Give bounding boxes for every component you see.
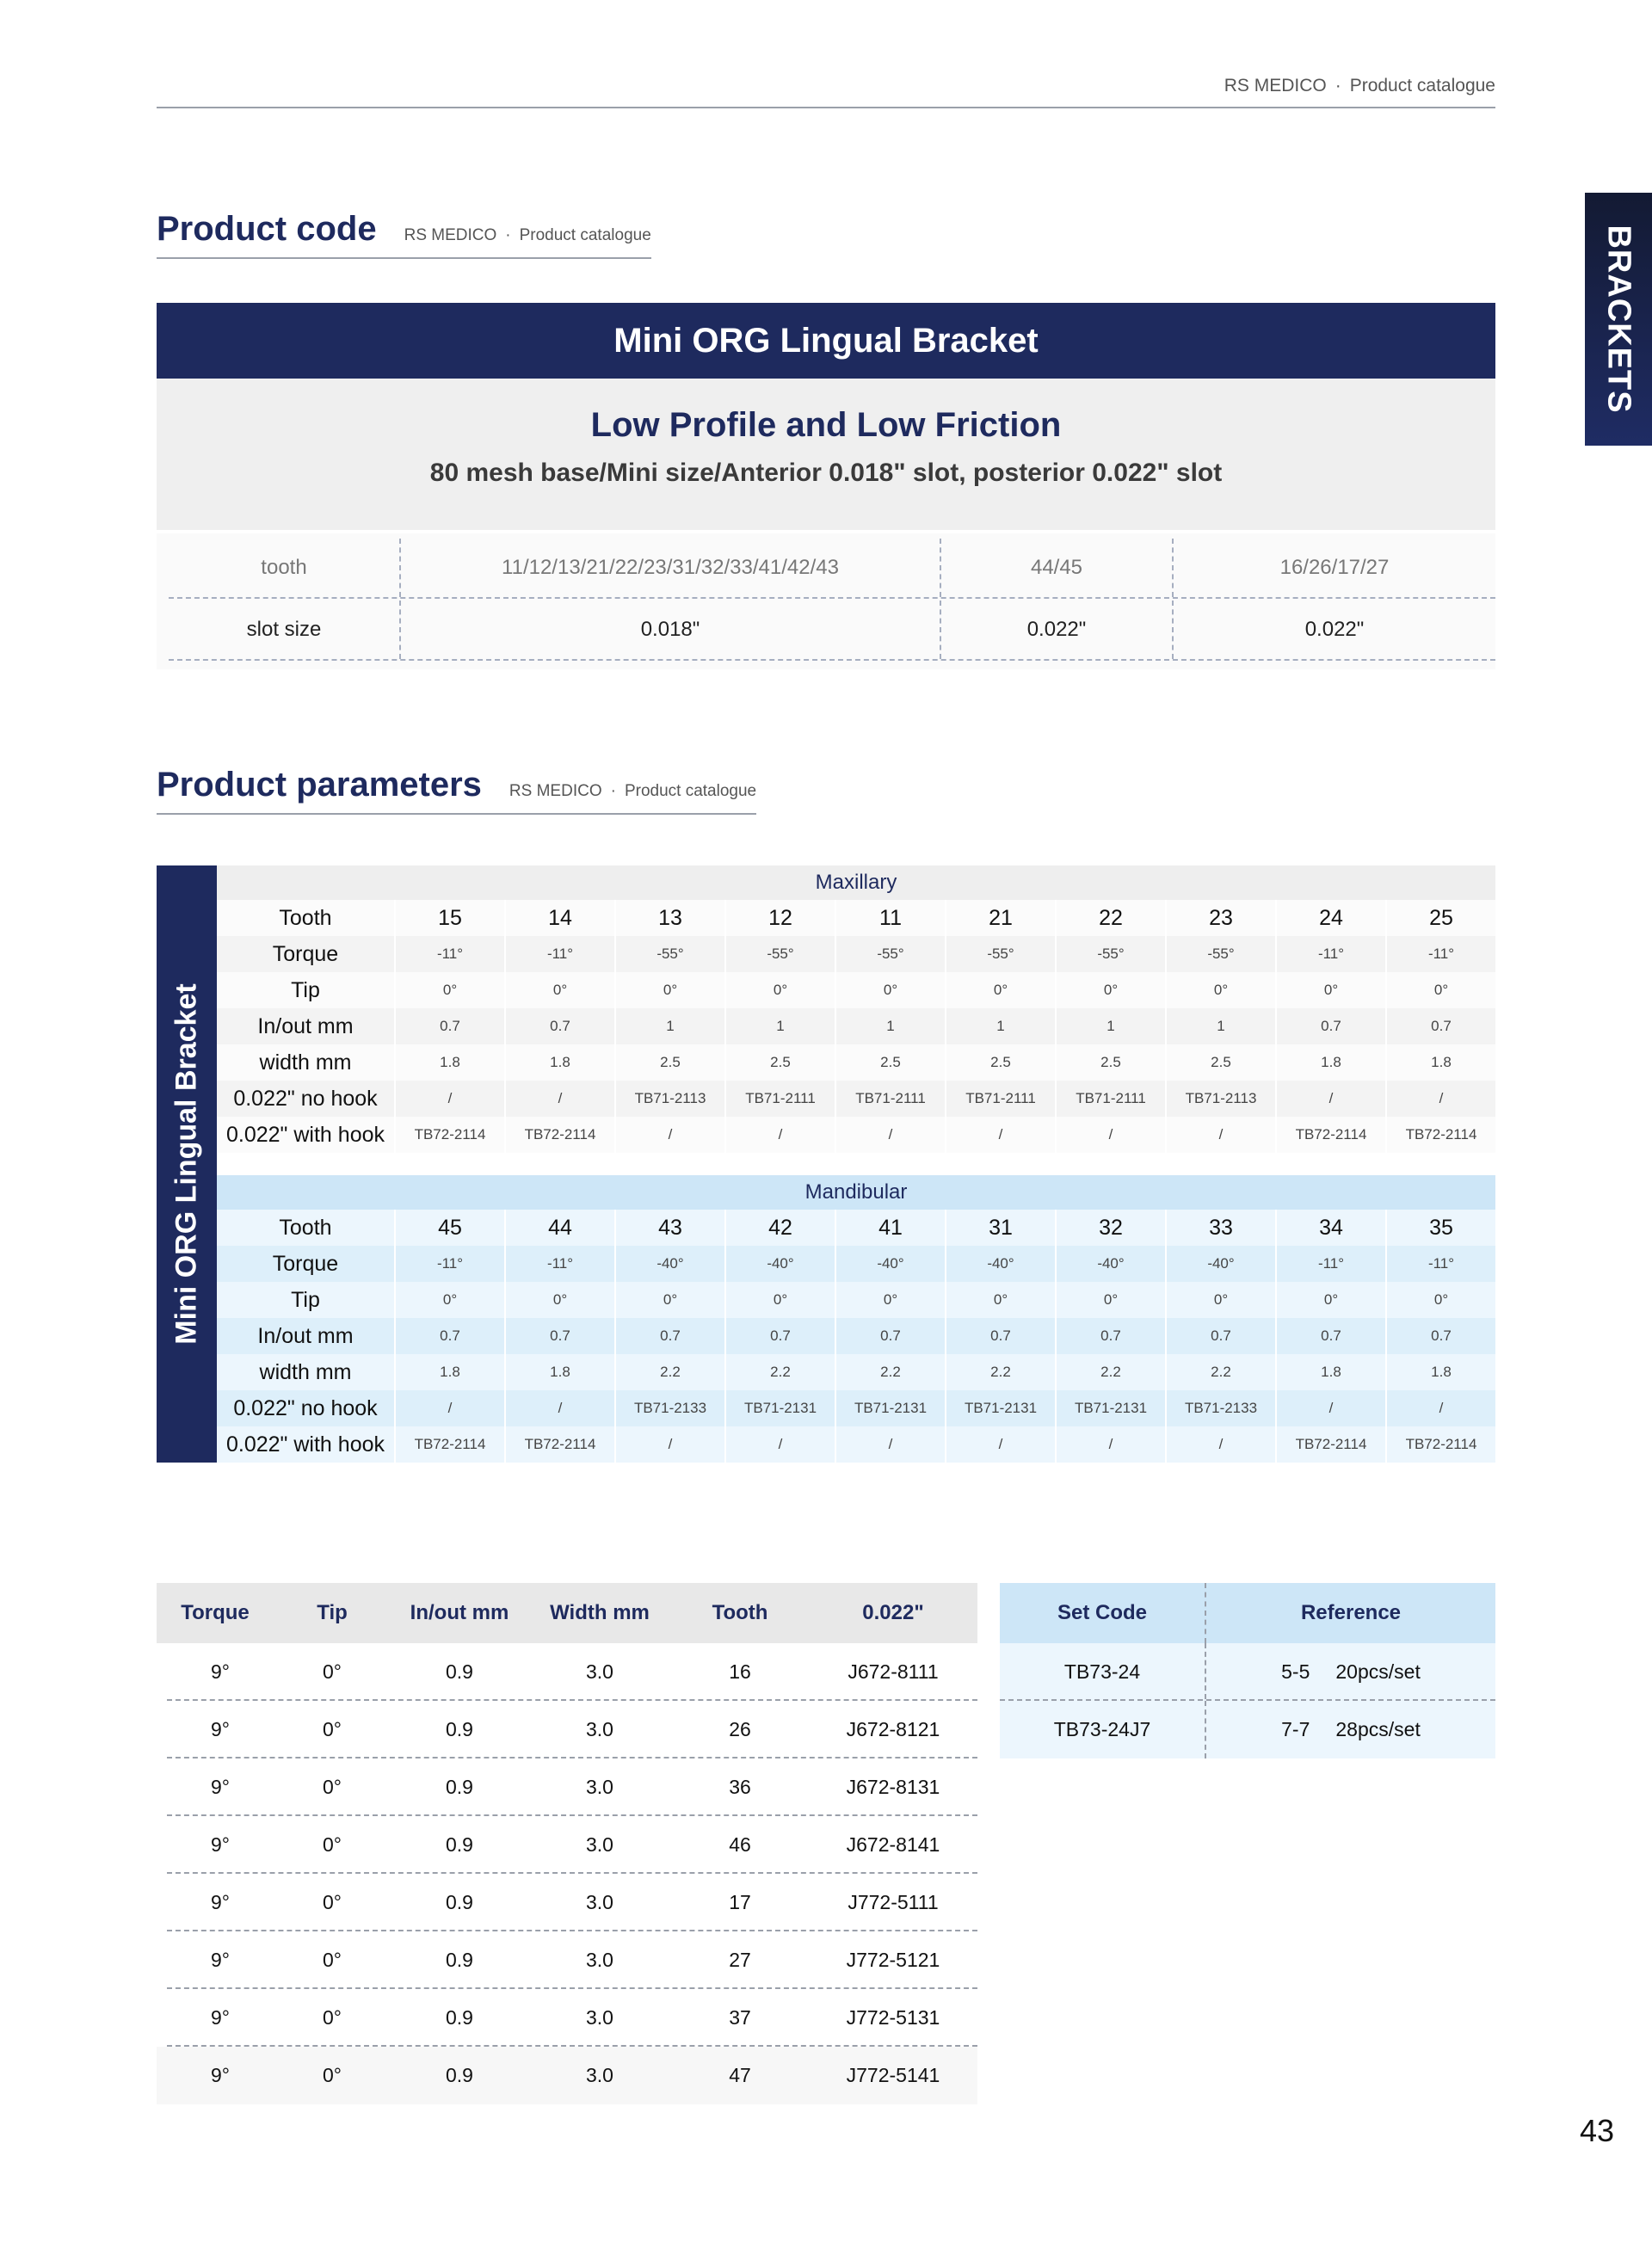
parameter-cell: -55° — [614, 936, 724, 972]
parameter-cell: 0.7 — [945, 1318, 1055, 1354]
parameter-row-label: 0.022" no hook — [233, 1087, 378, 1111]
parameter-cell: 42 — [724, 1210, 835, 1246]
parameter-cell: / — [394, 1081, 504, 1117]
parameter-row-label: width mm — [259, 1050, 352, 1075]
table-cell: 0.9 — [446, 1833, 473, 1856]
parameter-row — [217, 936, 1495, 972]
parameter-cell: / — [1165, 1426, 1275, 1463]
parameter-cell: TB71-2113 — [614, 1081, 724, 1117]
parameter-cell: -11° — [394, 1246, 504, 1282]
parameter-cell: 44 — [504, 1210, 614, 1246]
product-parameters-heading — [157, 766, 756, 815]
product-code-sub-brand: RS MEDICO — [404, 226, 497, 244]
parameter-cell: TB72-2114 — [1275, 1426, 1385, 1463]
parameter-cell: 0° — [1275, 1282, 1385, 1318]
bracket-spec-table — [157, 1583, 977, 2104]
table-cell: 0° — [323, 2064, 342, 2086]
parameter-cell: -11° — [394, 936, 504, 972]
slot-table-cell: 44/45 — [940, 539, 1172, 597]
side-section-tab — [1585, 193, 1652, 446]
parameter-cell: / — [614, 1426, 724, 1463]
set-quantity: 20pcs/set — [1335, 1660, 1421, 1683]
parameter-cell: / — [1385, 1081, 1495, 1117]
slot-table-cell: slot size — [246, 618, 322, 641]
maxillary-table — [217, 865, 1495, 1153]
parameter-cell: / — [504, 1081, 614, 1117]
parameter-row — [217, 1210, 1495, 1246]
set-code-value: TB73-24J7 — [1000, 1701, 1206, 1758]
slot-table-row — [169, 601, 1495, 661]
table-row — [167, 1643, 977, 1701]
table-cell: 0.9 — [446, 1949, 473, 1971]
parameter-cell: 1 — [1165, 1008, 1275, 1044]
table-cell: 16 — [729, 1660, 751, 1683]
set-range: 7-7 — [1281, 1718, 1310, 1740]
parameter-cell: TB71-2111 — [1055, 1081, 1165, 1117]
table-cell: 0° — [323, 1891, 342, 1913]
table-cell: 9° — [211, 2064, 230, 2086]
parameter-cell: 1.8 — [504, 1044, 614, 1081]
set-code-row — [1000, 1643, 1495, 1701]
parameter-cell: TB71-2111 — [724, 1081, 835, 1117]
table-cell: 3.0 — [586, 1833, 613, 1856]
table-cell: 9° — [211, 1833, 230, 1856]
parameter-cell: -55° — [835, 936, 945, 972]
parameter-cell: 24 — [1275, 900, 1385, 936]
parameter-cell: 1.8 — [1275, 1354, 1385, 1390]
product-code-heading — [157, 210, 651, 259]
page-header: RS MEDICO · Product catalogue — [157, 76, 1495, 108]
parameter-cell: 1 — [1055, 1008, 1165, 1044]
parameter-cell: 0° — [394, 972, 504, 1008]
parameter-row-label: Torque — [272, 1252, 339, 1276]
parameter-row-label: Tip — [291, 1288, 320, 1312]
header-tip: Tip — [317, 1601, 348, 1624]
maxillary-band: Maxillary — [217, 865, 1495, 900]
parameters-side-label: Mini ORG Lingual Bracket — [170, 983, 203, 1345]
parameter-row — [217, 1117, 1495, 1153]
parameter-cell: / — [1275, 1390, 1385, 1426]
parameter-row-label: In/out mm — [257, 1014, 354, 1038]
bracket-spec-header — [157, 1583, 977, 1643]
set-reference-value — [1206, 1643, 1495, 1699]
parameter-cell: 45 — [394, 1210, 504, 1246]
parameter-cell: / — [1055, 1117, 1165, 1153]
parameter-cell: 0° — [1165, 972, 1275, 1008]
parameter-cell: 0° — [835, 972, 945, 1008]
parameter-cell: 1 — [835, 1008, 945, 1044]
set-range: 5-5 — [1281, 1660, 1310, 1683]
parameter-cell: -11° — [504, 1246, 614, 1282]
parameter-cell: 0.7 — [394, 1318, 504, 1354]
parameter-cell: 0.7 — [394, 1008, 504, 1044]
parameter-cell: TB71-2133 — [614, 1390, 724, 1426]
parameter-cell: -40° — [1055, 1246, 1165, 1282]
parameter-cell: 0° — [394, 1282, 504, 1318]
parameter-cell: 14 — [504, 900, 614, 936]
table-cell: 0.9 — [446, 1776, 473, 1798]
parameter-cell: TB71-2131 — [835, 1390, 945, 1426]
parameter-row — [217, 1081, 1495, 1117]
parameter-cell: 32 — [1055, 1210, 1165, 1246]
parameters-side-label-bar — [157, 865, 217, 1463]
parameter-cell: 0° — [724, 1282, 835, 1318]
parameter-cell: / — [835, 1426, 945, 1463]
parameter-cell: 2.2 — [1165, 1354, 1275, 1390]
product-code-title: Product code — [157, 210, 377, 248]
table-cell: 17 — [729, 1891, 751, 1913]
table-cell: 3.0 — [586, 1718, 613, 1740]
parameter-row-label: Tooth — [279, 1216, 332, 1240]
header-brand: RS MEDICO — [1224, 76, 1327, 95]
slot-table-cell: 16/26/17/27 — [1172, 539, 1495, 597]
product-subline: 80 mesh base/Mini size/Anterior 0.018" slot, posterior 0.022" slot — [429, 459, 1223, 487]
parameter-cell: 0° — [945, 972, 1055, 1008]
parameter-cell: 1.8 — [1385, 1044, 1495, 1081]
table-cell: 9° — [211, 1776, 230, 1798]
parameter-cell: 2.2 — [724, 1354, 835, 1390]
slot-table-row — [169, 539, 1495, 599]
parameter-cell: / — [394, 1390, 504, 1426]
header-inout: In/out mm — [410, 1601, 509, 1624]
table-cell: 3.0 — [586, 1949, 613, 1971]
table-cell: 0° — [323, 1776, 342, 1798]
header-catalogue: Product catalogue — [1349, 76, 1495, 95]
parameter-cell: 1 — [945, 1008, 1055, 1044]
parameter-cell: 35 — [1385, 1210, 1495, 1246]
table-cell: 0° — [323, 1949, 342, 1971]
parameter-cell: -40° — [945, 1246, 1055, 1282]
slot-table-cell: tooth — [261, 556, 307, 579]
parameter-cell: TB71-2131 — [1055, 1390, 1165, 1426]
table-cell: 0.9 — [446, 1891, 473, 1913]
table-cell: J772-5141 — [846, 2064, 940, 2086]
set-code-value: TB73-24 — [1000, 1643, 1206, 1699]
table-cell: 9° — [211, 1718, 230, 1740]
parameter-cell: 22 — [1055, 900, 1165, 936]
parameter-cell: 0.7 — [1055, 1318, 1165, 1354]
parameter-cell: 2.5 — [945, 1044, 1055, 1081]
parameter-row-label: Tip — [291, 978, 320, 1002]
parameter-row-label: 0.022" with hook — [226, 1432, 385, 1457]
parameter-cell: / — [1055, 1426, 1165, 1463]
parameter-cell: / — [1385, 1390, 1495, 1426]
table-cell: 36 — [729, 1776, 751, 1798]
parameter-cell: 0° — [1275, 972, 1385, 1008]
table-cell: 0° — [323, 1833, 342, 1856]
parameter-cell: 23 — [1165, 900, 1275, 936]
slot-table-cell: 0.018" — [399, 601, 940, 659]
page-number: 43 — [1580, 2113, 1615, 2148]
parameter-cell: / — [945, 1426, 1055, 1463]
table-cell: 27 — [729, 1949, 751, 1971]
parameter-cell: 2.5 — [1055, 1044, 1165, 1081]
product-highlight-box — [157, 379, 1495, 530]
parameter-cell: 0° — [1385, 1282, 1495, 1318]
parameter-cell: 2.2 — [614, 1354, 724, 1390]
table-cell: 26 — [729, 1718, 751, 1740]
table-cell: 3.0 — [586, 1776, 613, 1798]
parameter-row — [217, 1282, 1495, 1318]
parameter-cell: -55° — [945, 936, 1055, 972]
parameter-cell: 0° — [504, 972, 614, 1008]
parameter-row — [217, 1246, 1495, 1282]
product-code-subtitle: RS MEDICO · Product catalogue — [404, 226, 651, 244]
parameter-cell: TB71-2131 — [945, 1390, 1055, 1426]
product-code-sub-catalogue: Product catalogue — [519, 226, 651, 244]
header-reference: Reference — [1300, 1601, 1402, 1624]
table-cell: 3.0 — [586, 2064, 613, 2086]
table-cell: J672-8141 — [846, 1833, 940, 1856]
table-cell: J672-8111 — [848, 1660, 939, 1683]
set-quantity: 28pcs/set — [1335, 1718, 1421, 1740]
parameter-cell: TB72-2114 — [504, 1117, 614, 1153]
parameter-cell: 31 — [945, 1210, 1055, 1246]
parameter-cell: 0° — [945, 1282, 1055, 1318]
table-cell: 3.0 — [586, 2006, 613, 2029]
parameter-cell: 2.5 — [614, 1044, 724, 1081]
parameter-cell: 1.8 — [504, 1354, 614, 1390]
parameter-cell: 2.2 — [1055, 1354, 1165, 1390]
set-code-row — [1000, 1701, 1495, 1758]
parameter-cell: TB72-2114 — [1385, 1426, 1495, 1463]
parameter-cell: 21 — [945, 900, 1055, 936]
parameter-cell: 0° — [1385, 972, 1495, 1008]
set-code-header — [1000, 1583, 1495, 1643]
table-cell: 0.9 — [446, 2006, 473, 2029]
parameter-cell: 0° — [1055, 972, 1165, 1008]
table-cell: 0.9 — [446, 1718, 473, 1740]
parameter-cell: 0° — [724, 972, 835, 1008]
table-cell: 47 — [729, 2064, 751, 2086]
parameter-cell: 0.7 — [504, 1008, 614, 1044]
product-parameters-sub-catalogue: Product catalogue — [624, 782, 757, 800]
parameter-cell: -40° — [835, 1246, 945, 1282]
parameter-cell: 15 — [394, 900, 504, 936]
product-parameters-sub-brand: RS MEDICO — [509, 782, 602, 800]
parameter-cell: 2.2 — [835, 1354, 945, 1390]
parameter-cell: -55° — [724, 936, 835, 972]
parameter-cell: -40° — [614, 1246, 724, 1282]
table-cell: J672-8121 — [846, 1718, 940, 1740]
table-cell: J772-5121 — [846, 1949, 940, 1971]
parameter-cell: 2.5 — [724, 1044, 835, 1081]
parameter-cell: / — [504, 1390, 614, 1426]
parameter-row — [217, 1390, 1495, 1426]
parameter-row-label: 0.022" with hook — [226, 1123, 385, 1147]
parameter-cell: -55° — [1165, 936, 1275, 972]
parameter-row — [217, 972, 1495, 1008]
parameter-cell: -11° — [1275, 1246, 1385, 1282]
parameter-row — [217, 900, 1495, 936]
product-parameters-title: Product parameters — [157, 766, 482, 804]
parameter-cell: 1.8 — [1275, 1044, 1385, 1081]
table-cell: 0° — [323, 1660, 342, 1683]
parameter-cell: 0.7 — [1385, 1008, 1495, 1044]
table-cell: J772-5111 — [848, 1891, 939, 1913]
parameter-row — [217, 1426, 1495, 1463]
table-cell: 3.0 — [586, 1660, 613, 1683]
parameter-cell: / — [1165, 1117, 1275, 1153]
parameter-cell: / — [614, 1117, 724, 1153]
parameter-cell: -11° — [1385, 936, 1495, 972]
parameter-cell: 34 — [1275, 1210, 1385, 1246]
table-row — [167, 1816, 977, 1874]
table-cell: 9° — [211, 1891, 230, 1913]
product-banner: Mini ORG Lingual Bracket — [157, 303, 1495, 379]
slot-table-cell: 11/12/13/21/22/23/31/32/33/41/42/43 — [399, 539, 940, 597]
parameter-cell: TB72-2114 — [1385, 1117, 1495, 1153]
parameter-cell: TB71-2133 — [1165, 1390, 1275, 1426]
parameter-cell: 2.5 — [1165, 1044, 1275, 1081]
parameter-cell: 0.7 — [1275, 1008, 1385, 1044]
parameter-cell: / — [1275, 1081, 1385, 1117]
header-code: 0.022" — [862, 1601, 924, 1624]
parameter-row-label: 0.022" no hook — [233, 1396, 378, 1420]
parameter-cell: 1 — [614, 1008, 724, 1044]
table-row — [167, 1931, 977, 1989]
mandibular-band: Mandibular — [217, 1175, 1495, 1210]
table-cell: 0.9 — [446, 1660, 473, 1683]
parameter-cell: 0° — [614, 972, 724, 1008]
table-row — [167, 1701, 977, 1758]
set-code-table — [1000, 1583, 1495, 1758]
parameter-cell: TB72-2114 — [394, 1426, 504, 1463]
parameter-cell: 41 — [835, 1210, 945, 1246]
parameter-cell: 25 — [1385, 900, 1495, 936]
parameter-cell: 0.7 — [614, 1318, 724, 1354]
parameter-cell: 0° — [835, 1282, 945, 1318]
slot-size-table — [157, 533, 1495, 669]
parameter-cell: 1.8 — [394, 1044, 504, 1081]
parameter-row — [217, 1318, 1495, 1354]
parameter-cell: 1 — [724, 1008, 835, 1044]
parameter-cell: 43 — [614, 1210, 724, 1246]
slot-table-cell: 0.022" — [1172, 601, 1495, 659]
parameter-cell: TB72-2114 — [1275, 1117, 1385, 1153]
parameter-cell: / — [835, 1117, 945, 1153]
table-row — [167, 1758, 977, 1816]
parameter-cell: 0° — [1055, 1282, 1165, 1318]
table-row — [167, 1874, 977, 1931]
parameter-cell: 1.8 — [1385, 1354, 1495, 1390]
parameter-row — [217, 1008, 1495, 1044]
table-row — [167, 1989, 977, 2047]
parameter-cell: 0.7 — [504, 1318, 614, 1354]
table-cell: 37 — [729, 2006, 751, 2029]
table-cell: 3.0 — [586, 1891, 613, 1913]
parameter-cell: -11° — [1275, 936, 1385, 972]
set-reference-value — [1206, 1701, 1495, 1758]
parameter-row — [217, 1044, 1495, 1081]
parameter-cell: TB71-2113 — [1165, 1081, 1275, 1117]
parameter-cell: 0.7 — [1275, 1318, 1385, 1354]
table-cell: 46 — [729, 1833, 751, 1856]
table-cell: 0.9 — [446, 2064, 473, 2086]
parameter-cell: -11° — [1385, 1246, 1495, 1282]
parameter-cell: TB71-2131 — [724, 1390, 835, 1426]
parameter-cell: 33 — [1165, 1210, 1275, 1246]
mandibular-table — [217, 1175, 1495, 1463]
table-cell: 9° — [211, 1660, 230, 1683]
parameter-cell: 0.7 — [724, 1318, 835, 1354]
parameter-row — [217, 1354, 1495, 1390]
parameter-cell: / — [724, 1117, 835, 1153]
parameter-row-label: Torque — [272, 942, 339, 966]
table-cell: 0° — [323, 1718, 342, 1740]
parameter-cell: / — [724, 1426, 835, 1463]
parameter-cell: 1.8 — [394, 1354, 504, 1390]
table-row — [157, 2047, 977, 2104]
parameter-cell: 2.5 — [835, 1044, 945, 1081]
header-set-code: Set Code — [1000, 1583, 1206, 1643]
table-cell: J672-8131 — [846, 1776, 940, 1798]
slot-table-cell: 0.022" — [940, 601, 1172, 659]
parameter-row-label: In/out mm — [257, 1324, 354, 1348]
parameter-cell: 13 — [614, 900, 724, 936]
parameter-cell: 11 — [835, 900, 945, 936]
parameter-cell: TB72-2114 — [394, 1117, 504, 1153]
parameter-row-label: Tooth — [279, 906, 332, 930]
table-cell: J772-5131 — [846, 2006, 940, 2029]
header-torque: Torque — [181, 1601, 250, 1624]
parameter-cell: 0° — [614, 1282, 724, 1318]
parameter-cell: 12 — [724, 900, 835, 936]
product-headline: Low Profile and Low Friction — [590, 406, 1062, 444]
table-cell: 9° — [211, 1949, 230, 1971]
table-cell: 0° — [323, 2006, 342, 2029]
parameter-cell: -55° — [1055, 936, 1165, 972]
side-tab-label: BRACKETS — [1600, 225, 1637, 414]
parameter-cell: -11° — [504, 936, 614, 972]
header-tooth: Tooth — [712, 1601, 768, 1624]
parameter-cell: / — [945, 1117, 1055, 1153]
parameter-cell: 0.7 — [835, 1318, 945, 1354]
parameter-cell: -40° — [724, 1246, 835, 1282]
parameter-cell: 0° — [1165, 1282, 1275, 1318]
parameter-cell: 0.7 — [1385, 1318, 1495, 1354]
parameter-cell: TB72-2114 — [504, 1426, 614, 1463]
parameter-cell: 0.7 — [1165, 1318, 1275, 1354]
header-width: Width mm — [550, 1601, 650, 1624]
parameter-row-label: width mm — [259, 1360, 352, 1384]
product-parameters-subtitle: RS MEDICO · Product catalogue — [509, 782, 757, 800]
table-cell: 9° — [211, 2006, 230, 2029]
parameter-cell: TB71-2111 — [945, 1081, 1055, 1117]
parameter-cell: -40° — [1165, 1246, 1275, 1282]
parameter-cell: 0° — [504, 1282, 614, 1318]
parameter-cell: 2.2 — [945, 1354, 1055, 1390]
parameter-cell: TB71-2111 — [835, 1081, 945, 1117]
